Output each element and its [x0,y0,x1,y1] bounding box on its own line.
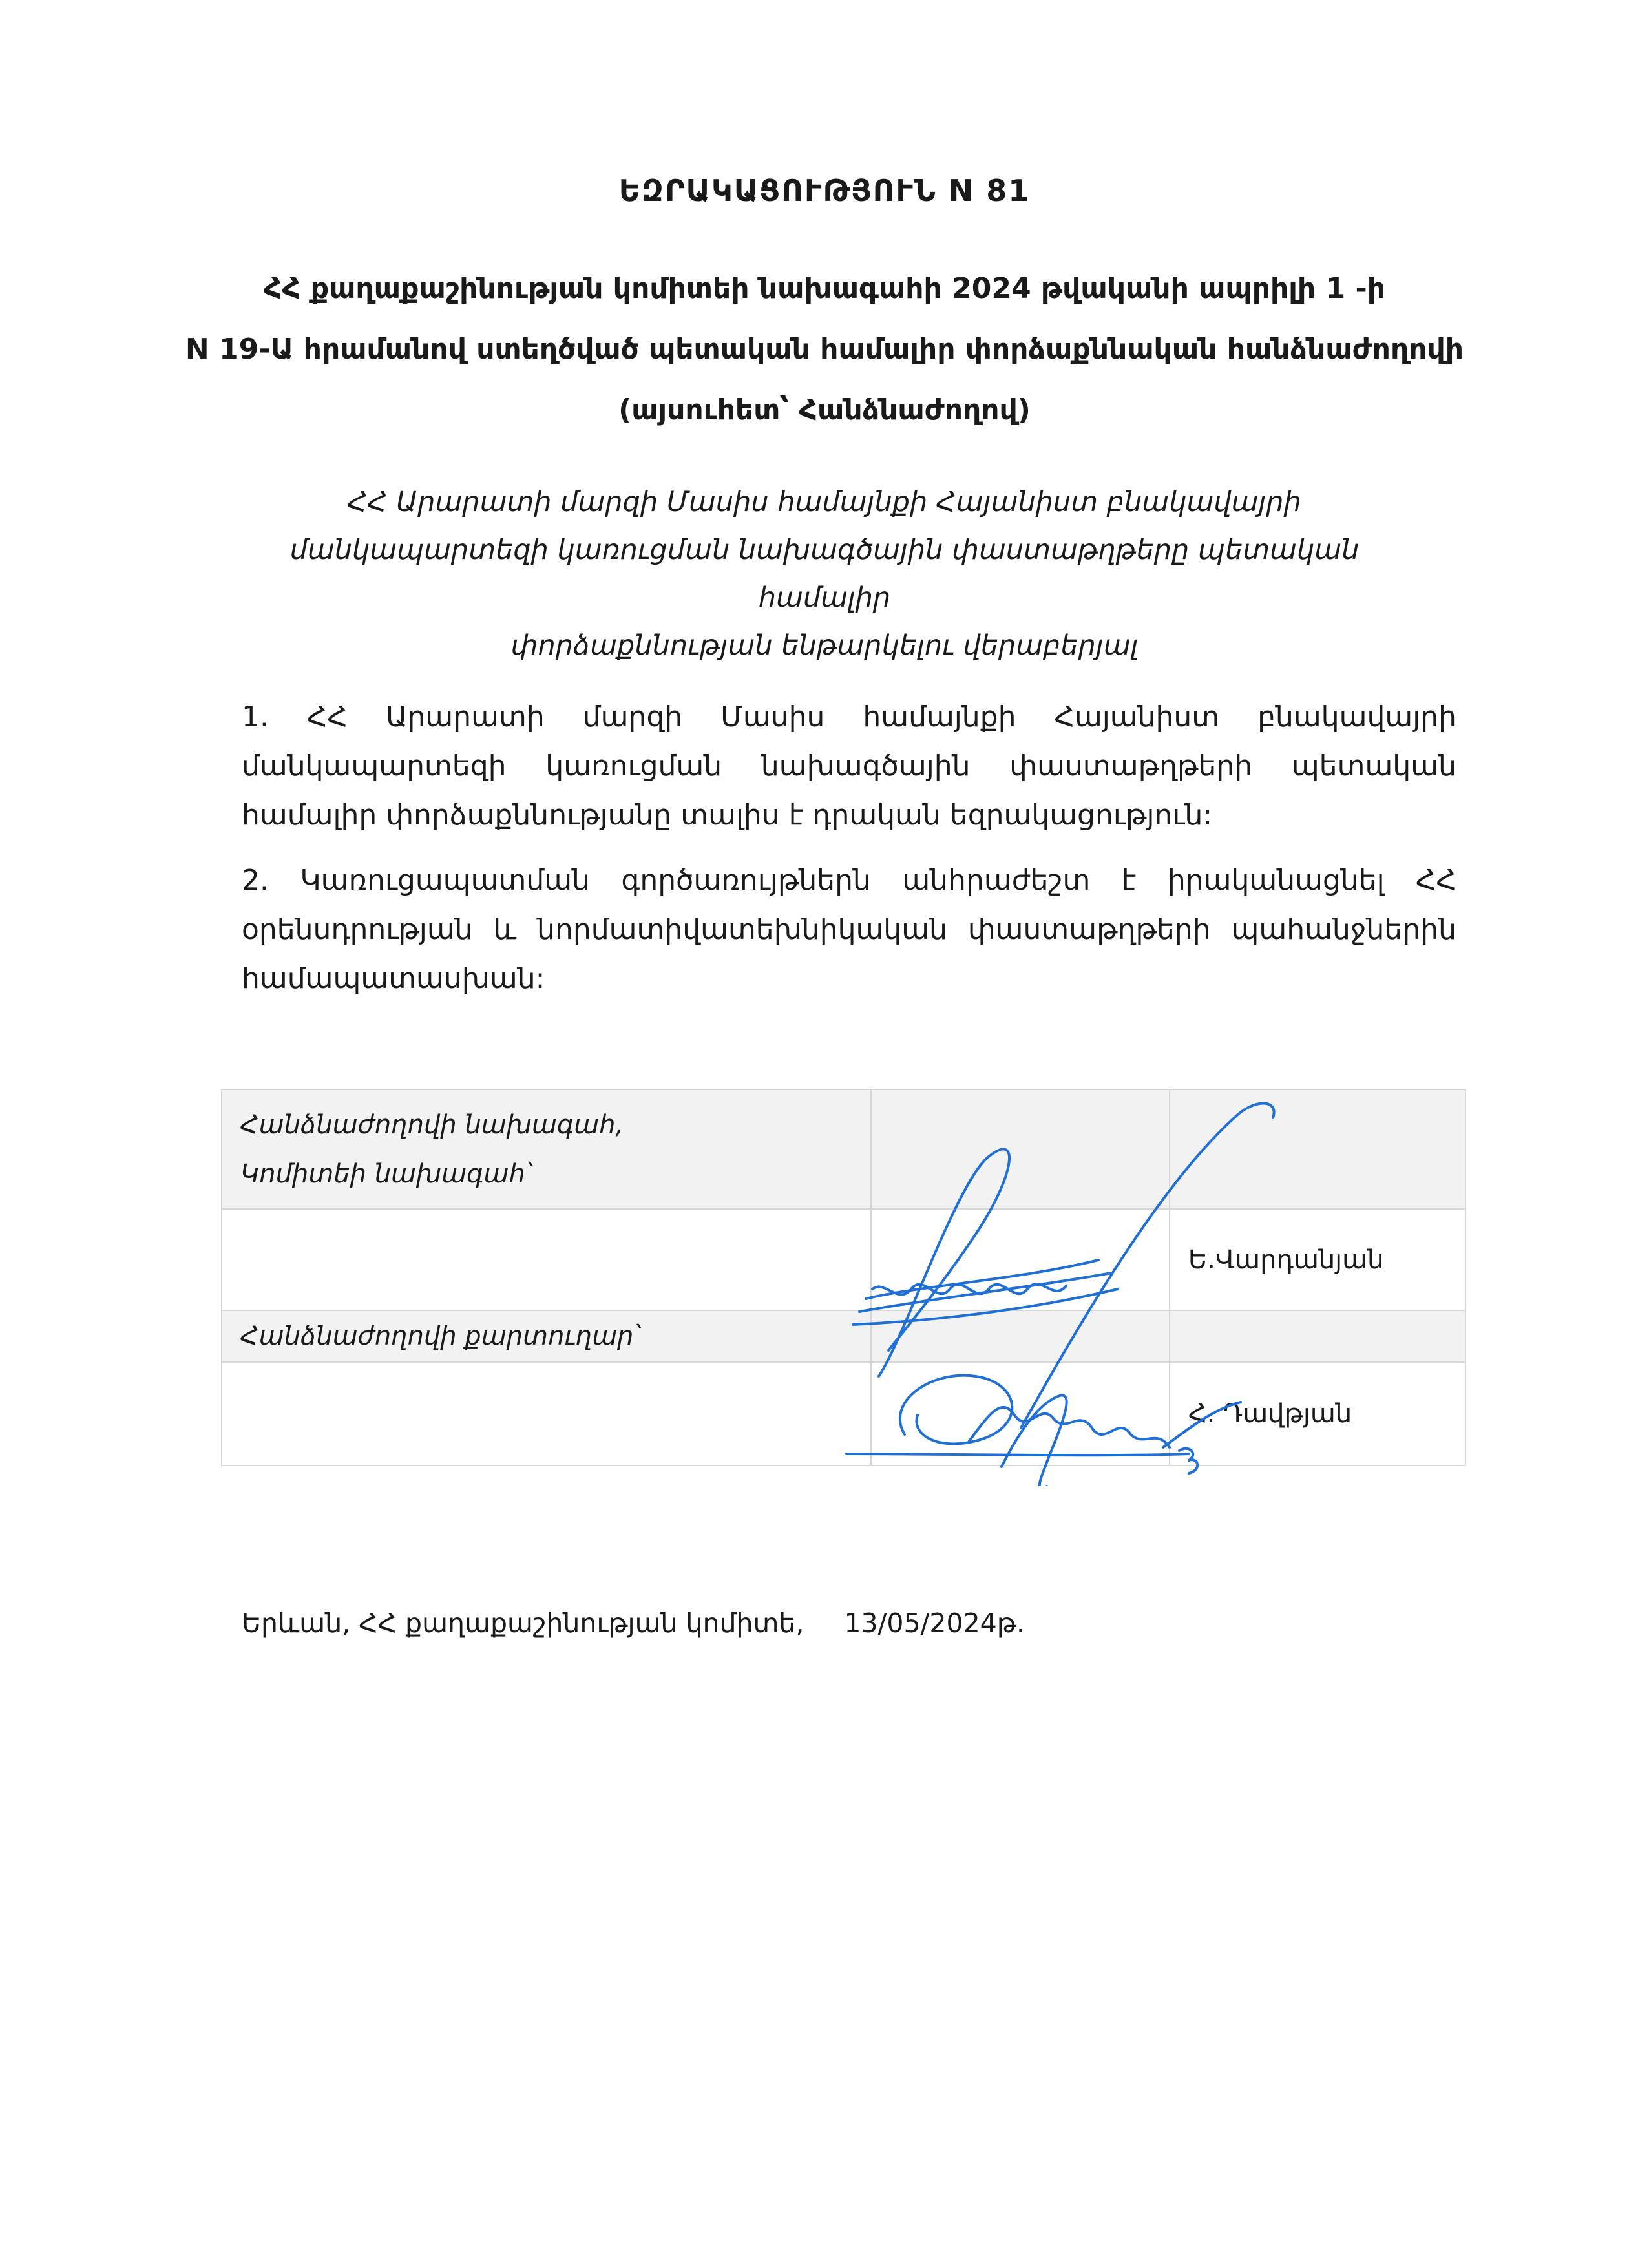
table-cell [1170,1310,1465,1362]
document-subject [233,478,1416,669]
subtitle-line: N 19-Ա հրամանով ստեղծված պետական համալիր փորձաքննական հանձնաժողովի [185,333,1464,366]
signature-table [221,1089,1466,1466]
table-cell [871,1310,1170,1362]
word: պետական [1291,750,1456,782]
word: կառուցման [545,750,722,782]
subtitle-line: (այսուհետ՝ Հանձնաժողով) [618,394,1031,426]
word: է [1121,864,1137,897]
paragraph-line [242,856,1456,905]
subtitle-line: ՀՀ քաղաքաշինության կոմիտեի նախագահի 2024 թվականի ապրիլի 1 -ի [264,272,1385,305]
document-footer [242,1608,1025,1639]
paragraph-2 [242,856,1456,1003]
table-cell [1170,1089,1465,1209]
word: նախագծային [761,750,971,782]
word: փաստաթղթերի [967,913,1211,946]
table-cell [222,1362,871,1465]
signature-row [222,1310,1465,1362]
word: 2. [242,864,269,897]
chair-role-cell [222,1089,871,1209]
table-cell [871,1209,1170,1310]
word: Հայանիստ [1054,700,1220,733]
signature-row [222,1362,1465,1465]
word: համայնքի [863,700,1016,733]
word: Արարատի [385,700,545,733]
word: պահանջներին [1231,913,1456,946]
word: Մասիս [720,700,825,733]
word: նորմատիվատեխնիկական [537,913,947,946]
word: մանկապարտեզի [242,750,507,782]
paragraph-line [242,954,1456,1003]
subject-line: մանկապարտեզի կառուցման նախագծային փաստաթղթերը պետական համալիր [289,534,1360,614]
footer-date: 13/05/2024թ. [844,1608,1025,1639]
chair-name: Ե.Վարդանյան [1170,1209,1465,1310]
paragraph-1 [242,693,1456,840]
document-subtitle [129,258,1520,441]
paragraph-line [242,905,1456,954]
word: օրենսդրության [242,913,473,946]
word: գործառույթներն [621,864,871,897]
signature-row [222,1089,1465,1209]
secretary-name: Հ. Դավթյան [1170,1362,1465,1465]
chair-role-line: Կոմիտեի նախագահ՝ [240,1159,532,1189]
word: ՀՀ [1415,864,1456,897]
word: 1. [242,700,269,733]
paragraph-line [242,693,1456,742]
table-cell [871,1089,1170,1209]
table-cell [222,1209,871,1310]
line-text: համալիր փորձաքննությանը տալիս է դրական եզրակացություն: [242,799,1213,832]
word: իրականացնել [1167,864,1385,897]
word: բնակավայրի [1257,700,1456,733]
table-cell [871,1362,1170,1465]
line-text: համապատասխան: [242,962,545,995]
word: փաստաթղթերի [1009,750,1253,782]
word: Կառուցապատման [300,864,590,897]
subject-line: փորձաքննության ենթարկելու վերաբերյալ [510,629,1139,662]
word: անհրաժեշտ [902,864,1091,897]
word: ՀՀ [306,700,348,733]
word: և [493,913,517,946]
subject-line: ՀՀ Արարատի մարզի Մասիս համայնքի Հայանիստ բնակավայրի [348,486,1301,518]
word: մարզի [582,700,683,733]
paragraph-line [242,791,1456,840]
paragraph-line [242,742,1456,791]
chair-role-line: Հանձնաժողովի նախագահ, [240,1109,624,1140]
footer-place: Երևան, ՀՀ քաղաքաշինության կոմիտե, [242,1608,804,1639]
secretary-role: Հանձնաժողովի քարտուղար՝ [222,1310,871,1362]
document-title: ԵԶՐԱԿԱՑՈՒԹՅՈՒՆ N 81 [618,173,1031,208]
signature-row [222,1209,1465,1310]
